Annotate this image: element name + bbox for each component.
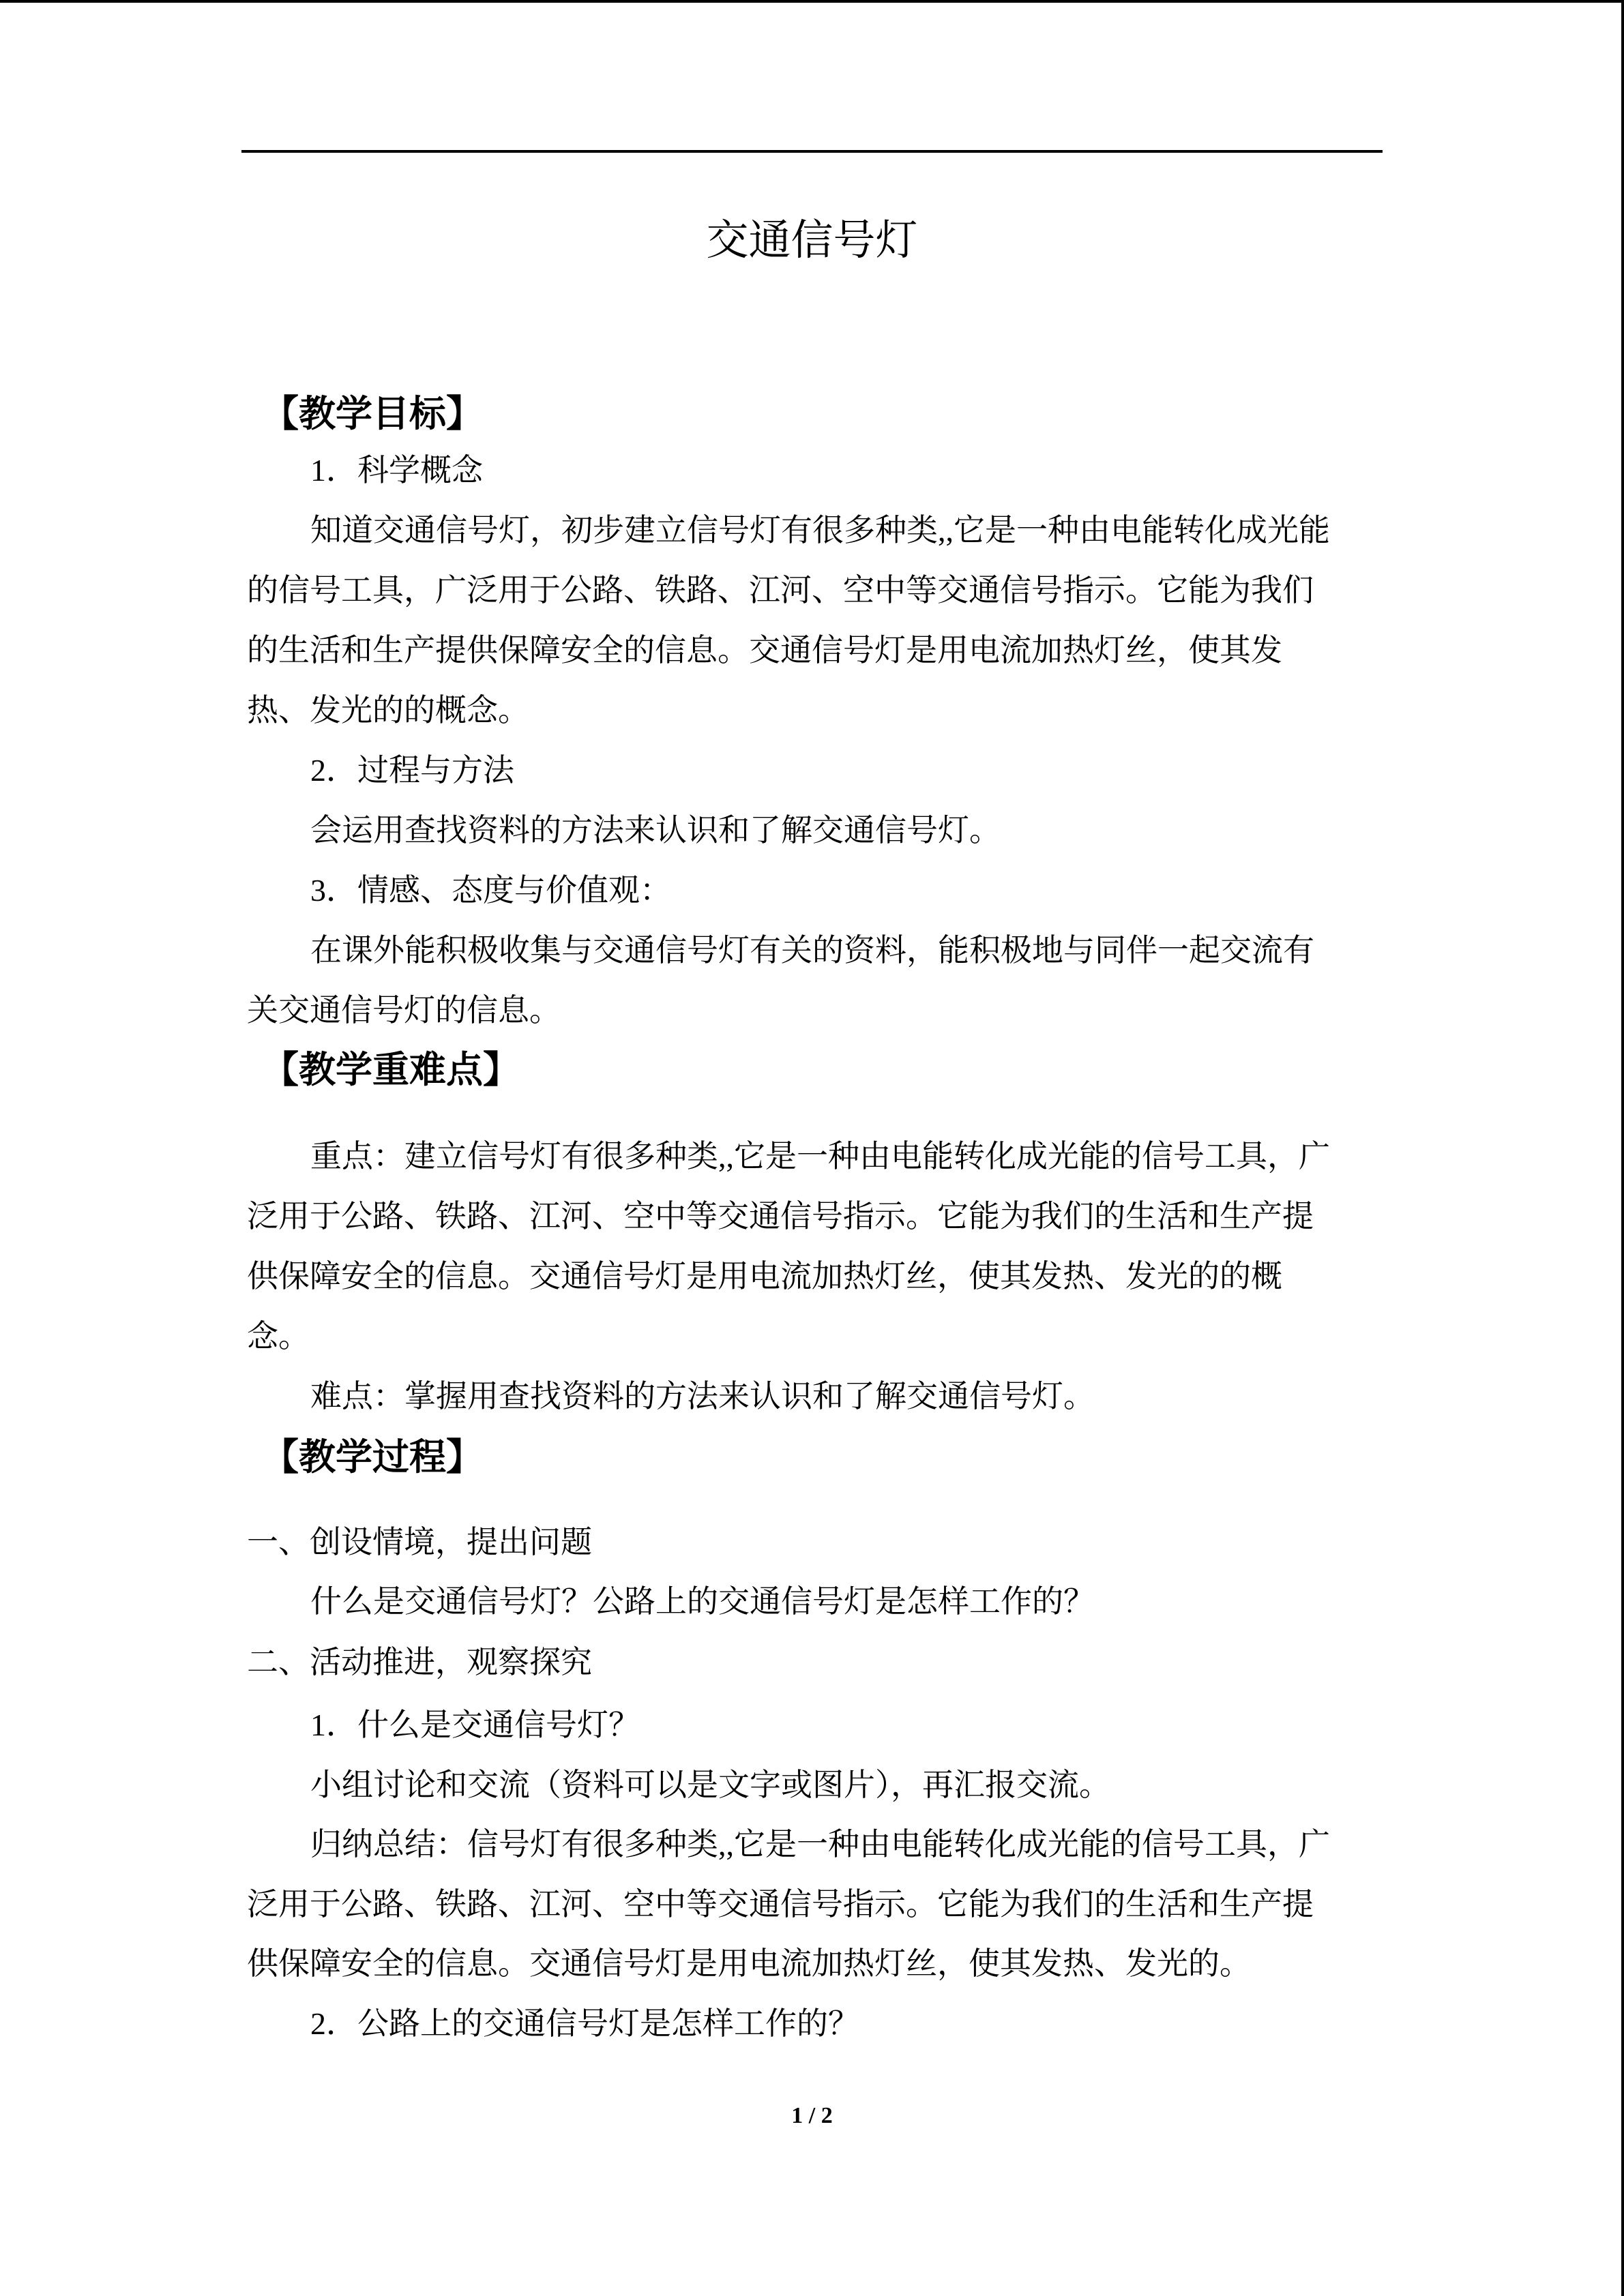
list-item-heading: 1．科学概念 <box>310 453 483 488</box>
paragraph-line: 供保障安全的信息。交通信号灯是用电流加热灯丝，使其发热、发光的。 <box>247 1946 1251 1981</box>
list-item-heading: 2．公路上的交通信号灯是怎样工作的？ <box>310 2006 859 2041</box>
paragraph-line: 念。 <box>247 1319 310 1354</box>
step-heading: 二、活动推进，观察探究 <box>247 1645 592 1680</box>
paragraph-line: 什么是交通信号灯？公路上的交通信号灯是怎样工作的？ <box>310 1584 1095 1619</box>
step-heading: 一、创设情境，提出问题 <box>247 1525 592 1560</box>
paragraph-line: 泛用于公路、铁路、江河、空中等交通信号指示。它能为我们的生活和生产提 <box>247 1199 1314 1234</box>
page-border-top <box>0 0 1624 3</box>
section-heading-process: 【教学过程】 <box>262 1435 483 1478</box>
paragraph-line: 的信号工具，广泛用于公路、铁路、江河、空中等交通信号指示。它能为我们 <box>247 573 1314 608</box>
header-rule <box>241 150 1383 153</box>
paragraph-line: 重点：建立信号灯有很多种类,,它是一种由电能转化成光能的信号工具，广 <box>310 1139 1330 1174</box>
paragraph-line: 供保障安全的信息。交通信号灯是用电流加热灯丝，使其发热、发光的的概 <box>247 1259 1282 1294</box>
section-heading-objectives: 【教学目标】 <box>262 392 483 435</box>
paragraph-line: 归纳总结：信号灯有很多种类,,它是一种由电能转化成光能的信号工具，广 <box>310 1827 1330 1862</box>
document-title: 交通信号灯 <box>706 215 918 265</box>
page-number: 1 / 2 <box>791 2103 833 2128</box>
paragraph-line: 小组讨论和交流（资料可以是文字或图片），再汇报交流。 <box>310 1768 1110 1802</box>
paragraph-line: 在课外能积极收集与交通信号灯有关的资料，能积极地与同伴一起交流有 <box>310 933 1314 968</box>
paragraph-line: 的生活和生产提供保障安全的信息。交通信号灯是用电流加热灯丝，使其发 <box>247 633 1282 668</box>
list-item-heading: 3．情感、态度与价值观： <box>310 873 671 908</box>
paragraph-line: 泛用于公路、铁路、江河、空中等交通信号指示。它能为我们的生活和生产提 <box>247 1887 1314 1922</box>
paragraph-line: 热、发光的的概念。 <box>247 693 529 728</box>
list-item-heading: 1．什么是交通信号灯？ <box>310 1708 640 1742</box>
paragraph-line: 知道交通信号灯，初步建立信号灯有很多种类,,它是一种由电能转化成光能 <box>310 513 1330 548</box>
paragraph-line: 会运用查找资料的方法来认识和了解交通信号灯。 <box>310 813 1001 848</box>
paragraph-line: 关交通信号灯的信息。 <box>247 993 561 1028</box>
paragraph-line: 难点：掌握用查找资料的方法来认识和了解交通信号灯。 <box>310 1379 1095 1414</box>
section-heading-key-points: 【教学重难点】 <box>262 1048 520 1091</box>
list-item-heading: 2．过程与方法 <box>310 753 514 788</box>
page-border-right <box>1621 0 1624 2296</box>
